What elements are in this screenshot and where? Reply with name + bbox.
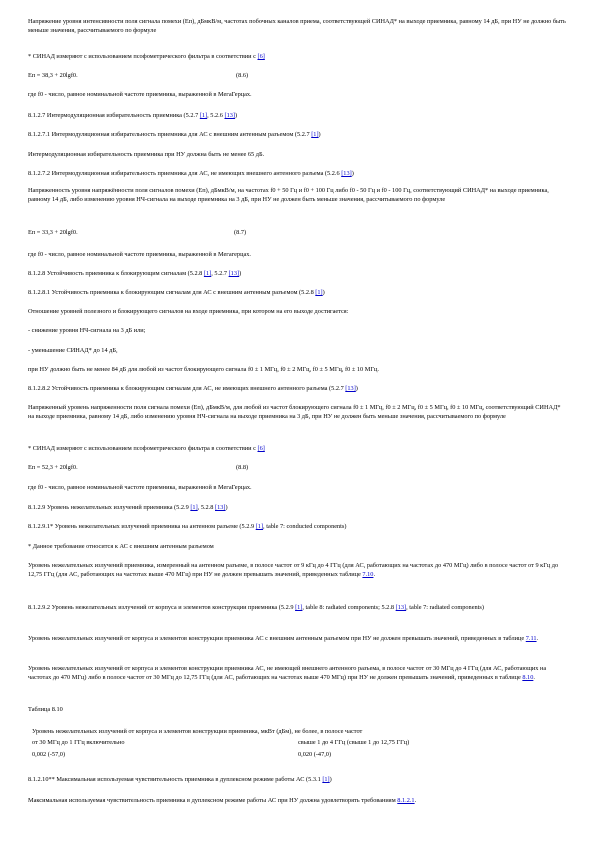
table-row — [32, 750, 552, 759]
ref-link[interactable]: [1] — [311, 131, 319, 138]
ref-link[interactable]: [1] — [255, 523, 264, 530]
section-heading-8-1-2-9-1: 8.1.2.9.1* Уровень нежелательных излучений приемника на антенном разъеме (5.2.9 [1], table 7: conducted components) — [28, 523, 347, 530]
ref-link[interactable]: [13] — [215, 504, 226, 511]
table-header-row — [32, 727, 552, 736]
section-heading-8-1-2-9-2: 8.1.2.9.2 Уровень нежелательных излучений от корпуса и элементов конструкции приемника (5.2.9 [1], table 8: radiated components; 5.2.8 [13], table 7: radiated components) — [28, 604, 484, 611]
table-8-10 — [32, 727, 552, 763]
paragraph: Уровень нежелательных излучений от корпуса и элементов конструкции приемника АС, не имеющей внешнего антенного разъема, в полосе частот от 30 МГц до 4 ГГц (для АС, работающих на частотах до 470 МГц) либо в полосе частот от 30 МГц до 12,75 ГГц (для АС, работающих на частотах выше 470 МГц) при НУ не должен превышать значений, приведенных в таблице 8.10. — [28, 665, 548, 681]
paragraph: Максимальная используемая чувствительность приемника в дуплексном режиме работы АС при НУ должна удовлетворять требованиям 8.1.2.1. — [28, 797, 417, 804]
ref-link[interactable]: [1] — [203, 270, 212, 277]
ref-link[interactable]: [13] — [345, 385, 356, 392]
table-row — [32, 738, 552, 747]
paragraph: Напряженный уровень напряженности поля сигнала помехи (Еп), дБмкВ/м, для любой из частот блокирующего сигнала f0 ± 1 МГц, f0 ± 2 МГц, f0 ± 5 МГц, f0 ± 10 МГц, соответствующий СИНАД* на выходе приемника, равному 14 дБ, либо изменению уровня НЧ-сигнала на выходе приемника на 3 дБ, при НУ не должен быть меньше значения, рассчитываемого по формуле — [28, 404, 563, 420]
paragraph: Отношение уровней полезного и блокирующего сигналов на входе приемника, при котором на его выходе достигается: — [28, 308, 349, 315]
paragraph: Напряженность уровня напряжённости поля сигналов помехи (Еп), дБмкВ/м, на частотах f0 + 50 Гц и f0 + 100 Гц либо f0 - 50 Гц и f0 - 100 Гц, соответствующий СИНАД* на выходе приемника, равному 14 дБ, либо изменению уровня НЧ-сигнала на выходе приемника на 3 дБ, при НУ не должен быть меньше значения, рассчитываемого по формуле — [28, 187, 551, 203]
paragraph: Напряжение уровня интенсивности поля сигнала помехи (Еп), дБмкВ/м, частотах побочных каналов приема, соответствующей СИНАД* на выходе приемника, равному 14 дБ, при НУ не должно быть меньше значения, рассчитываемого по формуле — [28, 18, 568, 34]
list-item: - уменьшение СИНАД* до 14 дБ, — [28, 347, 118, 354]
paragraph: Уровень нежелательных излучений приемника, измеренный на антенном разъеме, в полосе частот от 9 кГц до 4 ГГц (для АС, работающих на частотах до 470 МГц) либо в полосе частот от 9 кГц до 12,75 ГГц (для АС, работающих на частотах выше 470 МГц) при НУ не должен превышать значений, приведенных таблице 7.10. — [28, 562, 560, 578]
ref-link[interactable]: [13] — [395, 604, 407, 611]
ref-link[interactable]: [13] — [224, 112, 235, 119]
section-heading-8-1-2-7: 8.1.2.7 Интермодуляционная избирательность приемника (5.2.7 [1], 5.2.6 [13]) — [28, 112, 238, 119]
footnote: * Данное требование относится к АС с внешним антенным разъемом — [28, 543, 214, 550]
paragraph: Уровень нежелательных излучений от корпуса и элементов конструкции приемника АС с внешним антенным разъемом при НУ не должен превышать значений, приведенных в таблице 7.11. — [28, 635, 539, 642]
ref-link[interactable]: [1] — [199, 112, 208, 119]
ref-link[interactable]: [1] — [322, 776, 330, 783]
table-caption: Таблица 8.10 — [28, 706, 63, 713]
paragraph: где f0 - число, равное номинальной частоте приемника, выраженной в МегаГерцах. — [28, 91, 252, 98]
table-cell: от 30 МГц до 1 ГГц включительно — [32, 739, 125, 746]
ref-link[interactable]: [6] — [257, 445, 265, 452]
table-link[interactable]: 8.10 — [522, 674, 534, 681]
ref-link[interactable]: [6] — [257, 53, 265, 60]
table-cell: свыше 1 до 4 ГГц (свыше 1 до 12,75 ГГц) — [298, 739, 410, 746]
table-link[interactable]: 7.10 — [362, 571, 374, 578]
list-item: - снижение уровня НЧ-сигнала на 3 дБ или; — [28, 327, 146, 334]
paragraph: где f0 - число, равное номинальной частоте приемника, выраженной в Мегагерцах. — [28, 251, 251, 258]
footnote-sinad: * СИНАД измеряют с использованием псофометрического фильтра в соответствии с [6] — [28, 445, 265, 452]
section-heading-8-1-2-10: 8.1.2.10** Максимальная используемая чувствительность приемника в дуплексном режиме работы АС (5.3.1 [1]) — [28, 776, 332, 783]
section-link[interactable]: 8.1.2.1 — [397, 797, 415, 804]
section-heading-8-1-2-7-2: 8.1.2.7.2 Интермодуляционная избирательность приемника для АС, не имеющих внешнего антенного разъема (5.2.6 [13]) — [28, 170, 354, 177]
ref-link[interactable]: [1] — [295, 604, 303, 611]
formula-8-7: Еп = 33,3 + 20lgf0. (8.7) — [28, 229, 247, 236]
formula-number: (8.8) — [236, 464, 249, 471]
formula-8-8: Еп = 52,3 + 20lgf0. (8.8) — [28, 464, 249, 471]
footnote-sinad: * СИНАД измеряют с использованием псофометрического фильтра в соответствии с [6] — [28, 53, 265, 60]
paragraph: где f0 - число, равное номинальной частоте приемника, выраженной в МегаГерцах. — [28, 484, 252, 491]
table-header: Уровень нежелательных излучений от корпуса и элементов конструкции приемника, мкВт (дБм), не более, в полосе частот — [32, 728, 363, 735]
table-link[interactable]: 7.11 — [525, 635, 537, 642]
paragraph: при НУ должно быть не менее 84 дБ для любой из частот блокирующего сигнала f0 ± 1 МГц, f0 ± 2 МГц, f0 ± 5 МГц, f0 ± 10 МГц. — [28, 366, 379, 373]
section-heading-8-1-2-8-1: 8.1.2.8.1 Устойчивость приемника к блокирующим сигналам для АС с внешним антенным разъемом (5.2.8 [1]) — [28, 289, 325, 296]
formula-number: (8.6) — [236, 72, 249, 79]
formula-number: (8.7) — [234, 229, 247, 236]
formula-8-6: Еп = 38,3 + 20lgf0. (8.6) — [28, 72, 249, 79]
table-cell: 0,002 (-57,0) — [32, 751, 66, 758]
ref-link[interactable]: [1] — [190, 504, 198, 511]
paragraph: Интермодуляционная избирательность приемника при НУ должна быть не менее 65 дБ. — [28, 151, 265, 158]
table-cell: 0,020 (-47,0) — [298, 751, 332, 758]
ref-link[interactable]: [1] — [315, 289, 323, 296]
ref-link[interactable]: [13] — [228, 270, 240, 277]
section-heading-8-1-2-8-2: 8.1.2.8.2 Устойчивость приемника к блокирующим сигналам для АС, не имеющих внешнего антенного разъема (5.2.7 [13]) — [28, 385, 358, 392]
ref-link[interactable]: [13] — [341, 170, 352, 177]
section-heading-8-1-2-9: 8.1.2.9 Уровень нежелательных излучений приемника (5.2.9 [1], 5.2.8 [13]) — [28, 504, 228, 511]
section-heading-8-1-2-7-1: 8.1.2.7.1 Интермодуляционная избирательность приемника для АС с внешним антенным разъемом (5.2.7 [1]) — [28, 131, 321, 138]
section-heading-8-1-2-8: 8.1.2.8 Устойчивость приемника к блокирующим сигналам (5.2.8 [1], 5.2.7 [13]) — [28, 270, 242, 277]
